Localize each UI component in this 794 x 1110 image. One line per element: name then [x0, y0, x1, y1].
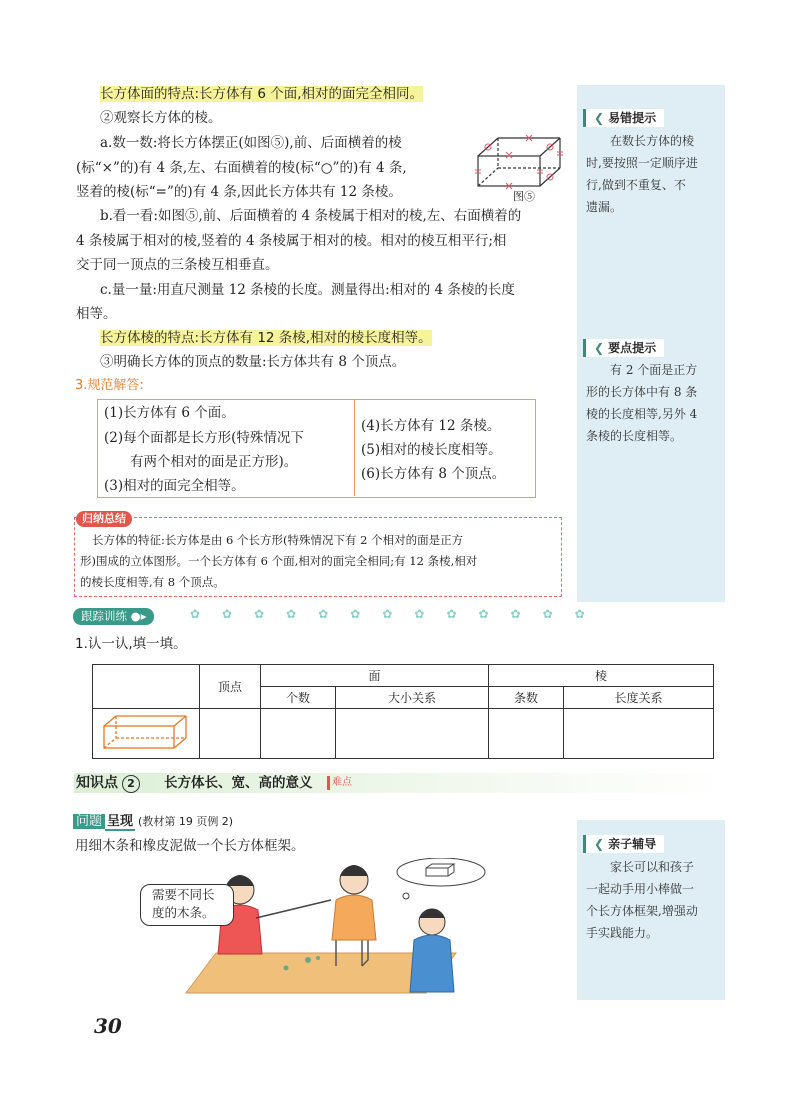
answer-table: [92, 664, 714, 759]
table-header-vertex: 顶点: [200, 665, 261, 709]
chevron-left-icon: ❮: [594, 837, 605, 851]
chevron-left-icon: ❮: [594, 111, 605, 125]
chevron-left-icon: ❮: [594, 341, 605, 355]
answer-1: (1)长方体有 6 个面。: [104, 405, 235, 421]
question-1: 1.认一认,填一填。: [75, 636, 187, 652]
speech-line-2: 度的木条。: [152, 905, 215, 920]
page-number: 30: [94, 1014, 122, 1038]
count-line-2: (标“×”的)有 4 条,左、右面横着的棱(标“○”的)有 4 条,: [76, 160, 407, 176]
section-3-title: 3.规范解答:: [75, 378, 144, 393]
table-cell-face-count[interactable]: [261, 709, 336, 759]
answer-3: (3)相对的面完全相等。: [104, 478, 245, 494]
summary-line-3: 的棱长度相等,有 8 个顶点。: [80, 575, 225, 589]
knowledge-point-title: 长方体长、宽、高的意义: [164, 775, 313, 791]
table-header-face: 面: [261, 665, 489, 687]
knowledge-point-label: 知识点 2: [76, 773, 144, 793]
table-cuboid-cell: [93, 709, 200, 759]
orange-cuboid-figure: [100, 712, 192, 752]
look-line-2: 4 条棱属于相对的棱,竖着的 4 条棱属于相对的棱。相对的棱互相平行;相: [76, 233, 507, 249]
answer-2-cont: 有两个相对的面是正方形)。: [130, 454, 298, 470]
answer-6: (6)长方体有 8 个顶点。: [361, 466, 506, 482]
summary-title: 归纳总结: [76, 511, 132, 527]
speech-line-1: 需要不同长: [152, 887, 215, 902]
table-cell-edge-relation[interactable]: [564, 709, 714, 759]
summary-line-1: 长方体的特征:长方体是由 6 个长方形(特殊情况下有 2 个相对的面是正方: [92, 533, 464, 547]
table-corner: [93, 665, 200, 709]
measure-line-1: c.量一量:用直尺测量 12 条棱的长度。测量得出:相对的 4 条棱的长度: [100, 282, 515, 298]
answer-divider: [354, 400, 355, 496]
sidebar-text-parent: 家长可以和孩子 一起动手用小棒做一 个长方体框架,增强动 手实践能力。: [586, 860, 698, 940]
answer-4: (4)长方体有 12 条棱。: [361, 418, 501, 434]
edge-feature-line: 长方体棱的特点:长方体有 12 条棱,相对的棱长度相等。: [100, 330, 432, 346]
knowledge-point-number: 2: [122, 775, 140, 793]
question-text: 用细木条和橡皮泥做一个长方体框架。: [75, 838, 305, 854]
table-cell-face-relation[interactable]: [336, 709, 489, 759]
vertex-line: ③明确长方体的顶点的数量:长方体共有 8 个顶点。: [100, 354, 406, 370]
children-building-illustration: [136, 858, 496, 998]
face-feature-line: 长方体面的特点:长方体有 6 个面,相对的面完全相同。: [100, 86, 424, 102]
table-header-edge-relation: 长度关系: [564, 687, 714, 709]
table-header-edge: 棱: [489, 665, 714, 687]
difficulty-tag: 难点: [327, 776, 352, 790]
sidebar-tag-mistake: ❮ 易错提示: [583, 109, 664, 127]
count-line-3: 竖着的棱(标“=”的)有 4 条,因此长方体共有 12 条棱。: [76, 184, 402, 200]
answer-2: (2)每个面都是长方形(特殊情况下: [104, 430, 304, 446]
training-title: 跟踪训练 ●▸: [73, 608, 154, 625]
summary-line-2: 形)围成的立体图形。一个长方体有 6 个面,相对的面完全相同;有 12 条棱,相对: [80, 554, 478, 568]
measure-line-2: 相等。: [76, 306, 117, 322]
table-header-face-count: 个数: [261, 687, 336, 709]
question-presentation-title: 问题 呈现 (教材第 19 页例 2): [73, 813, 233, 831]
table-cell-edge-count[interactable]: [489, 709, 564, 759]
look-line-1: b.看一看:如图⑤,前、后面横着的 4 条棱属于相对的棱,左、右面横着的: [100, 208, 522, 224]
sidebar-text-mistake: 在数长方体的棱 时,要按照一定顺序进 行,做到不重复、不 遗漏。: [586, 134, 698, 214]
look-line-3: 交于同一顶点的三条棱互相垂直。: [76, 257, 279, 273]
sidebar-tag-keypoint: ❮ 要点提示: [583, 339, 664, 357]
figure-5-label: 图⑤: [513, 190, 535, 203]
observe-edges-line: ②观察长方体的棱。: [100, 110, 222, 126]
table-header-face-relation: 大小关系: [336, 687, 489, 709]
answer-5: (5)相对的棱长度相等。: [361, 442, 502, 458]
sidebar-tag-parent: ❮ 亲子辅导: [583, 835, 664, 853]
sidebar-text-keypoint: 有 2 个面是正方 形的长方体中有 8 条 棱的长度相等,另外 4 条棱的长度相等。: [586, 363, 698, 443]
paw-print-row: ✿✿✿✿✿✿✿✿✿✿✿✿✿: [190, 607, 607, 621]
count-line-1: a.数一数:将长方体摆正(如图⑤),前、后面横着的棱: [100, 135, 402, 151]
table-header-edge-count: 条数: [489, 687, 564, 709]
table-cell-vertex[interactable]: [200, 709, 261, 759]
